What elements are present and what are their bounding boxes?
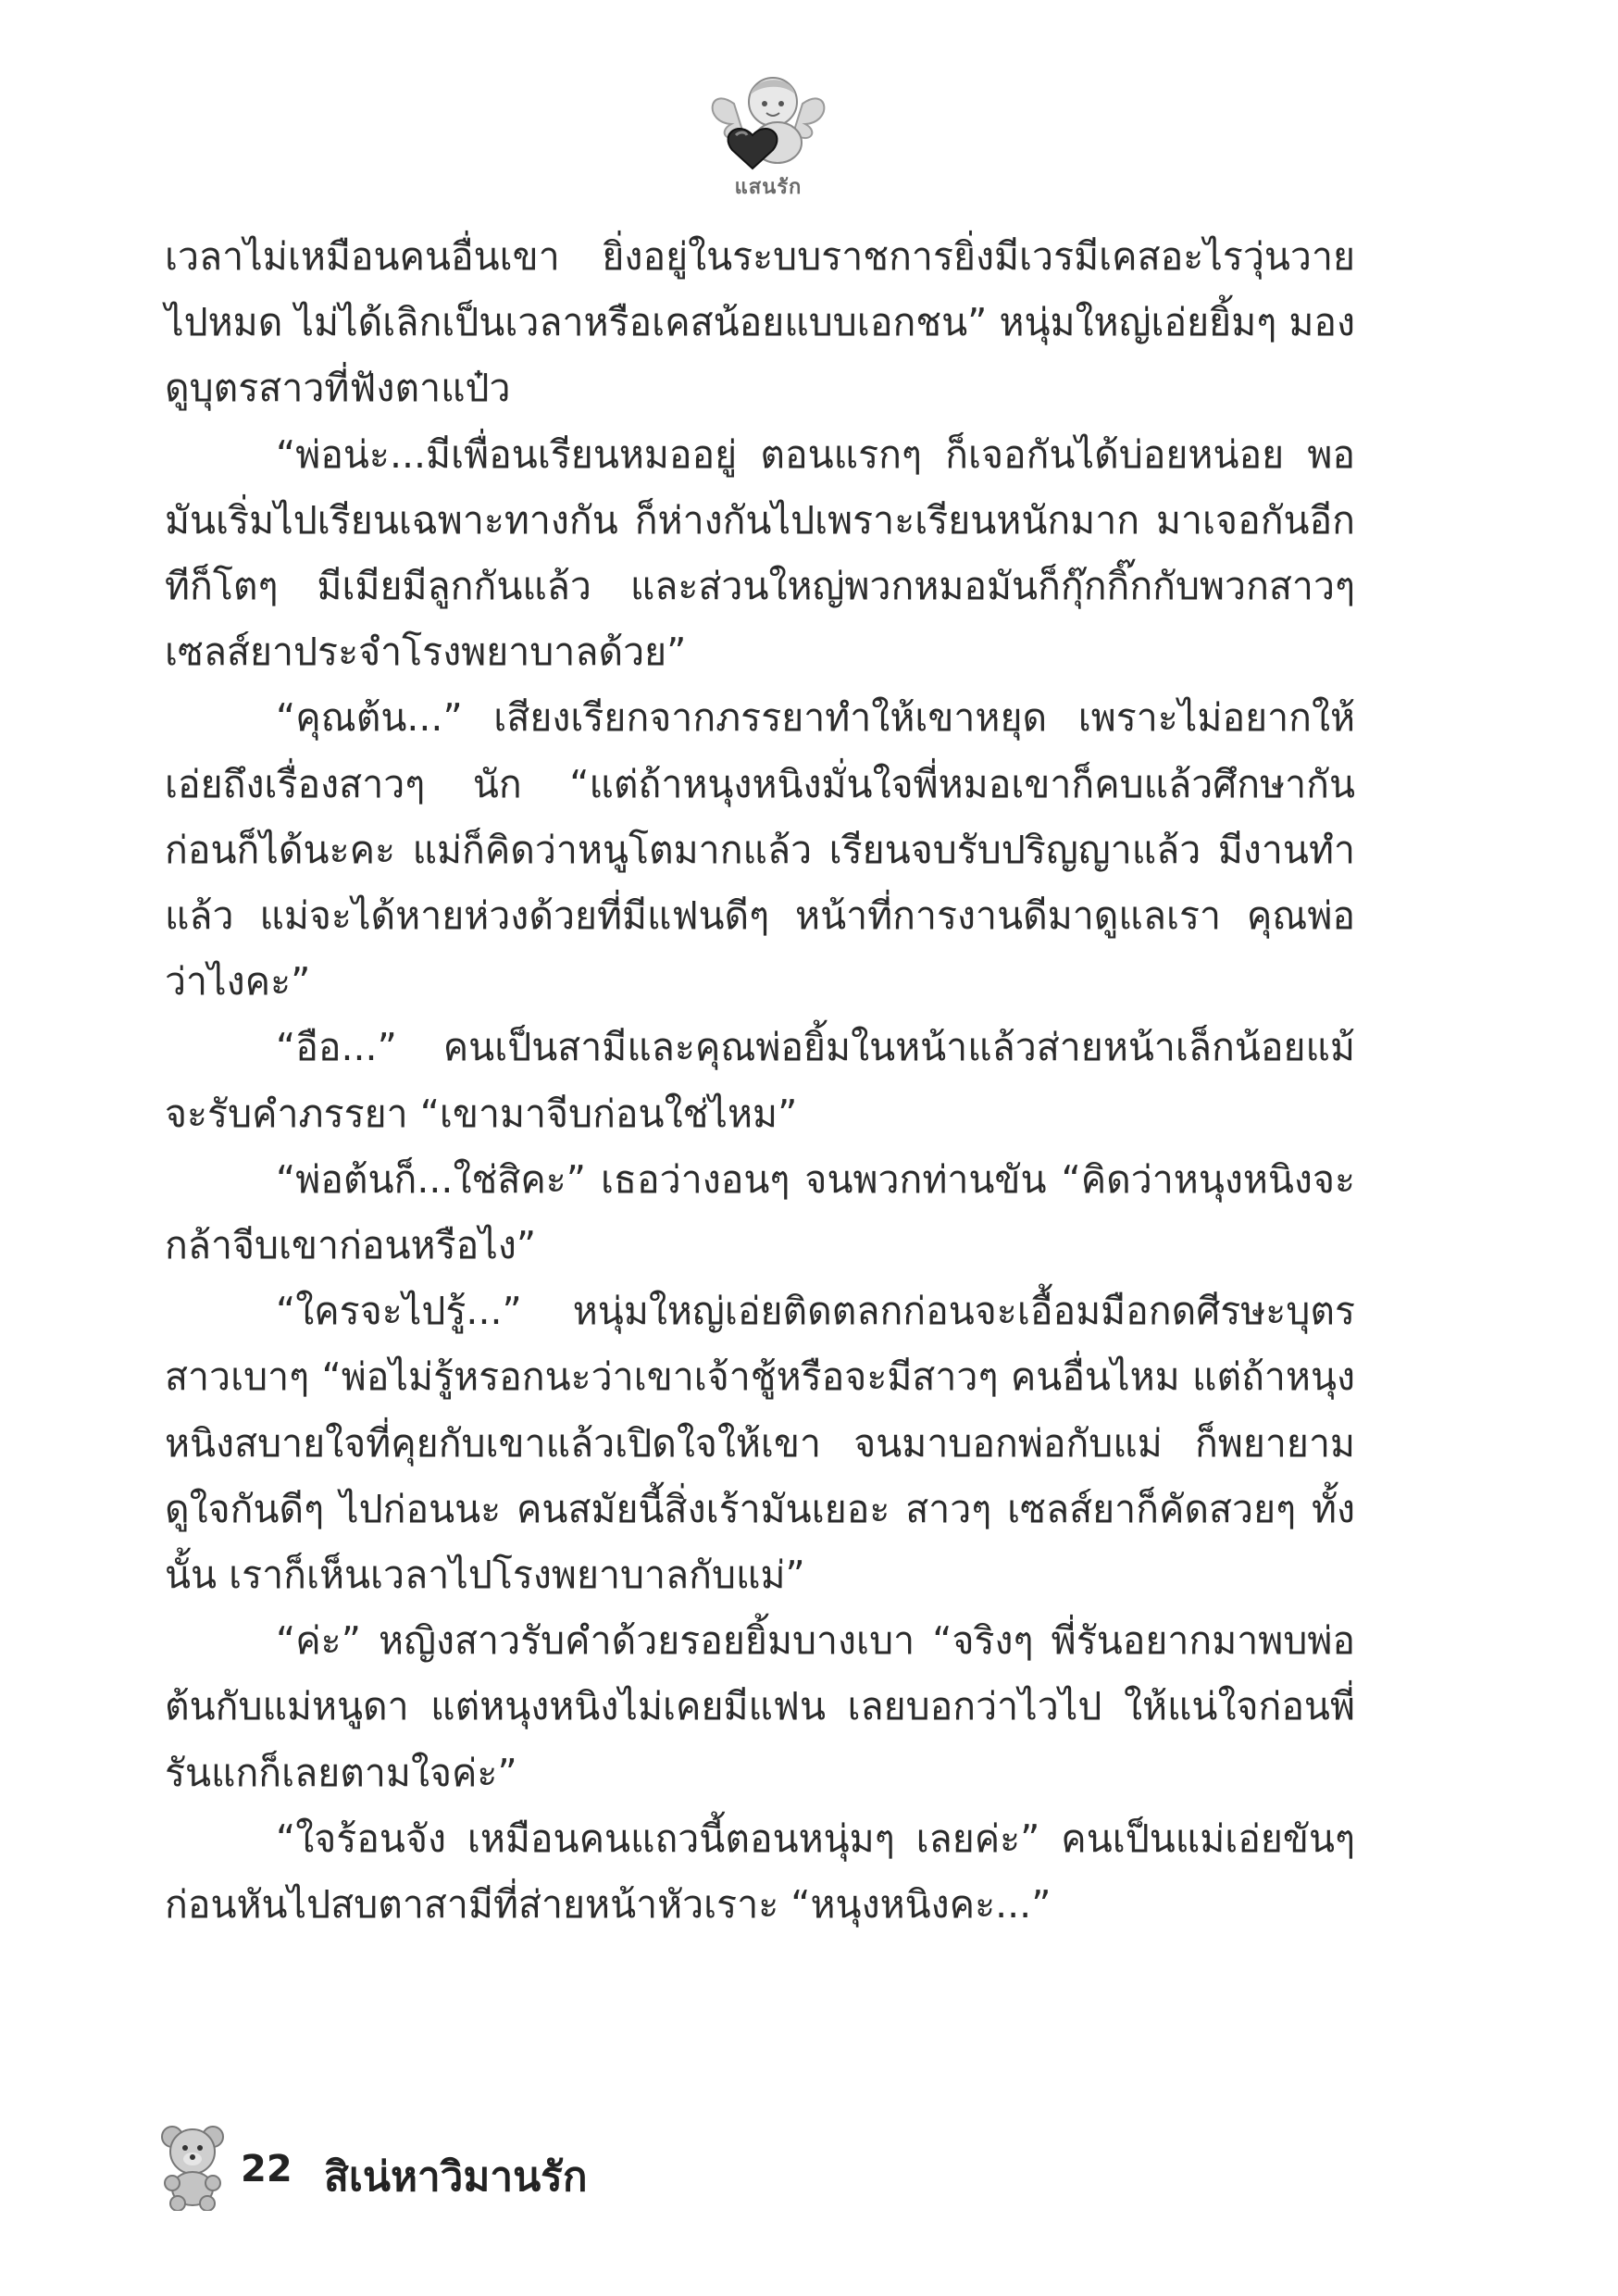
paragraph: “ค่ะ” หญิงสาวรับคำด้วยรอยยิ้มบางเบา “จริงๆ พี่รันอยากมาพบพ่อต้นกับแม่หนูดา แต่หนุงหนิงไม่เคยมีแฟน เลยบอกว่าไวไป ให้แน่ใจก่อนพี่รันแกก็เลยตามใจค่ะ” [165, 1618, 1355, 1795]
paragraph: “อือ...” คนเป็นสามีและคุณพ่อยิ้มในหน้าแล้วส่ายหน้าเล็กน้อยแม้จะรับคำภรรยา “เขามาจีบก่อนใช่ไหม” [165, 1025, 1355, 1136]
paragraph: “ใจร้อนจัง เหมือนคนแถวนี้ตอนหนุ่มๆ เลยค่ะ” คนเป็นแม่เอ่ยขันๆ ก่อนหันไปสบตาสามีที่ส่ายหน้าหัวเราะ “หนุงหนิงคะ...” [165, 1816, 1355, 1928]
paragraph: เวลาไม่เหมือนคนอื่นเขา ยิ่งอยู่ในระบบราชการยิ่งมีเวรมีเคสอะไรวุ่นวายไปหมด ไม่ได้เลิกเป็นเวลาหรือเคสน้อยแบบเอกชน” หนุ่มใหญ่เอ่ยยิ้มๆ มองดูบุตรสาวที่ฟังตาแป๋ว [165, 234, 1355, 411]
paragraph: “พ่อต้นก็...ใช่สิคะ” เธอว่างอนๆ จนพวกท่านขัน “คิดว่าหนุงหนิงจะกล้าจีบเขาก่อนหรือไง” [165, 1156, 1355, 1268]
cupid-heart-icon [699, 67, 838, 178]
logo-text: แสนรัก [734, 176, 803, 199]
page-footer [156, 2120, 989, 2213]
header-logo [699, 67, 838, 206]
page-body [165, 224, 1355, 1938]
page-number: 22 [241, 2148, 292, 2190]
paragraph: “ใครจะไปรู้...” หนุ่มใหญ่เอ่ยติดตลกก่อนจะเอื้อมมือกดศีรษะบุตรสาวเบาๆ “พ่อไม่รู้หรอกนะว่าเขาเจ้าชู้หรือจะมีสาวๆ คนอื่นไหม แต่ถ้าหนุงหนิงสบายใจที่คุยกับเขาแล้วเปิดใจให้เขา จนมาบอกพ่อกับแม่ ก็พยายามดูใจกันดีๆ ไปก่อนนะ คนสมัยนี้สิ่งเร้ามันเยอะ สาวๆ เซลส์ยาก็คัดสวยๆ ทั้งนั้น เราก็เห็นเวลาไปโรงพยาบาลกับแม่” [165, 1289, 1355, 1598]
paragraph: “คุณต้น...” เสียงเรียกจากภรรยาทำให้เขาหยุด เพราะไม่อยากให้เอ่ยถึงเรื่องสาวๆ นัก “แต่ถ้าหนุงหนิงมั่นใจพี่หมอเขาก็คบแล้วศึกษากันก่อนก็ได้นะคะ แม่ก็คิดว่าหนูโตมากแล้ว เรียนจบรับปริญญาแล้ว มีงานทำแล้ว แม่จะได้หายห่วงด้วยที่มีแฟนดีๆ หน้าที่การงานดีมาดูแลเรา คุณพ่อว่าไงคะ” [165, 695, 1355, 1004]
teddy-bear-icon [156, 2120, 230, 2211]
paragraph: “พ่อน่ะ...มีเพื่อนเรียนหมออยู่ ตอนแรกๆ ก็เจอกันได้บ่อยหน่อย พอมันเริ่มไปเรียนเฉพาะทางกัน ก็ห่างกันไปเพราะเรียนหนักมาก มาเจอกันอีกทีก็โตๆ มีเมียมีลูกกันแล้ว และส่วนใหญ่พวกหมอมันก็กุ๊กกิ๊กกับพวกสาวๆ เซลส์ยาประจำโรงพยาบาลด้วย” [165, 431, 1355, 675]
book-title: สิเน่หาวิมานรัก [324, 2153, 588, 2201]
